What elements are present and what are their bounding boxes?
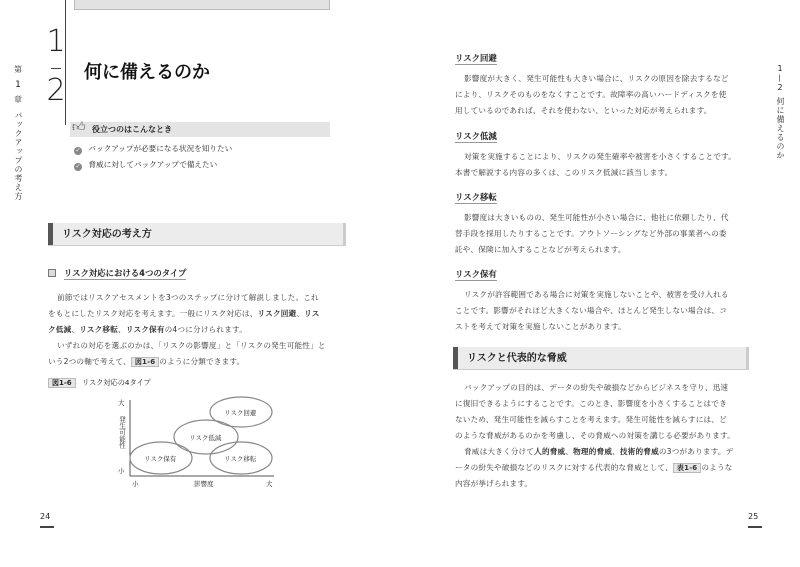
text-span: をもとにしたリスク対応を考えます。一般にリスク対応は、 <box>48 309 258 318</box>
heading-text: リスク回避 <box>455 53 497 63</box>
text-line <box>48 306 348 322</box>
page-number-underline <box>748 526 762 528</box>
text-span: 、 <box>118 325 126 334</box>
check-circle-icon: ✓ <box>75 163 81 170</box>
subsection-heading-text: リスク対応における4つのタイプ <box>63 268 187 278</box>
paragraph-risk-retention <box>455 287 755 335</box>
paragraph-risk-transfer <box>455 210 755 258</box>
text-line: ないため、発生可能性を減らすことを考えます。発生可能性を減らすには、ど <box>455 415 727 424</box>
text-line <box>455 444 759 460</box>
paragraph-risk-reduction <box>455 149 755 181</box>
side-tab-left <box>10 64 26 201</box>
section-heading-text: リスクと代表的な脅威 <box>467 353 567 364</box>
text-line <box>48 290 348 306</box>
text-line: 本書で解説する内容の多くは、このリスク低減に該当します。 <box>455 168 673 177</box>
term-risk-reduction-end: ク低減 <box>48 325 72 334</box>
chapter-number-top: 1 <box>46 24 66 59</box>
text-span: 、 <box>296 309 305 318</box>
text-line: により、リスクそのものをなくすことです。故障率の高いハードディスクを使 <box>455 90 727 99</box>
thumbs-up-icon: 👍︎ <box>72 120 86 135</box>
side-tab-number-top: 1 <box>777 64 783 73</box>
text-line: バックアップの目的は、データの紛失や破損などからビジネスを守り、迅速 <box>464 383 729 392</box>
text-span: の3つがあります。デ <box>658 447 734 456</box>
side-tab-chapter-prefix: 第 <box>14 65 22 74</box>
header-bar <box>74 0 330 10</box>
x-axis-title: 影響度 <box>194 480 214 488</box>
text-span: のような <box>701 463 733 472</box>
page-number-underline <box>40 526 54 528</box>
intro-paragraph <box>48 290 348 338</box>
text-span: いう2つの軸で考えて、 <box>48 357 131 366</box>
term-risk-transfer: リスク移転 <box>79 325 119 334</box>
term-risk-reduction-start: リス <box>304 309 320 318</box>
paragraph-risk-avoidance <box>455 71 755 119</box>
text-line: 託や、保険に加入することなどが考えられます。 <box>455 245 626 254</box>
term-risk-avoidance: リスク回避 <box>257 309 297 318</box>
text-line: のような脅威があるのかを考慮し、その脅威への対策を講じる必要があります。 <box>455 431 735 440</box>
side-tab-number-bottom: 2 <box>777 83 783 92</box>
figure-caption <box>48 378 151 388</box>
tips-item <box>74 159 217 171</box>
text-line: 対策を実施することにより、リスクの発生確率や被害を小さくすることです。 <box>464 152 737 161</box>
y-axis-low-label: 小 <box>118 467 125 475</box>
square-bullet-icon <box>48 269 56 277</box>
page-number-left: 24 <box>40 512 51 521</box>
text-span: 脅威は大きく分けて <box>464 447 535 456</box>
check-circle-icon: ✓ <box>75 147 81 154</box>
ellipse-retain-label: リスク保有 <box>144 455 177 463</box>
text-line <box>455 460 759 476</box>
text-line: 用しているのであれば、それを使わない、といった対応が考えられます。 <box>455 106 712 115</box>
tips-heading: 役立つのはこんなとき <box>92 125 172 134</box>
text-line: 内容が挙げられます。 <box>455 479 533 488</box>
side-tab-chapter-suffix: 章 <box>14 95 22 104</box>
axis-paragraph <box>48 338 348 370</box>
text-span: 、 <box>612 447 620 456</box>
tips-header <box>70 122 330 137</box>
tips-item <box>74 143 232 155</box>
heading-risk-retention <box>455 268 497 280</box>
text-line <box>48 338 348 354</box>
side-tab-chapter-number: 1 <box>15 80 21 90</box>
paragraph-threats <box>455 380 759 492</box>
page-number-right: 25 <box>748 512 759 521</box>
text-span: いずれの対応を選ぶのかは、「リスクの影響度」と「リスクの発生可能性」と <box>57 341 326 350</box>
text-span: 前節ではリスクアセスメントを3つのステップに分けて解説しました。これ <box>57 293 319 302</box>
heading-risk-reduction <box>455 130 497 142</box>
text-span: 、 <box>565 447 574 456</box>
figure-reference: 図1-6 <box>131 357 159 367</box>
text-span: ータの紛失や破損などのリスクに対する代表的な脅威として、 <box>455 463 673 472</box>
text-line <box>48 322 348 338</box>
side-tab-dash: — <box>775 74 785 82</box>
heading-risk-transfer <box>455 191 497 203</box>
y-axis-title: 発生可能性 <box>118 416 126 449</box>
text-span: のように分類できます。 <box>159 357 245 366</box>
text-line: リスクが許容範囲である場合に対策を実施しないことや、被害を受け入れる <box>464 290 729 299</box>
risk-diagram <box>110 392 290 492</box>
section-heading <box>453 347 749 370</box>
side-tab-title: バックアップの考え方 <box>14 111 23 201</box>
text-line: ストを考えて対策を実施しないことがあります。 <box>455 322 626 331</box>
term-human-threat: 人的脅威 <box>534 447 566 456</box>
heading-text: リスク移転 <box>455 192 497 202</box>
risk-diagram-graphics <box>110 392 290 492</box>
chapter-number-divider <box>51 68 61 69</box>
figure-caption-text: リスク対応の4タイプ <box>81 378 151 387</box>
heading-text: リスク保有 <box>455 269 497 279</box>
text-line: に復旧できるようにすることです。このとき、影響度を小さくすることはでき <box>455 399 727 408</box>
table-reference: 表1-6 <box>673 463 701 473</box>
ellipse-avoid-label: リスク回避 <box>224 409 257 417</box>
ellipse-reduce-label: リスク低減 <box>189 434 222 442</box>
ellipse-transfer-label: リスク移転 <box>224 455 257 463</box>
side-tab-title: 何に備えるのか <box>776 97 785 160</box>
heading-text: リスク低減 <box>455 131 497 141</box>
term-risk-retention: リスク保有 <box>125 325 165 334</box>
text-line: 替手段を採用したりすることです。アウトソーシングなど外部の事業者への委 <box>455 229 727 238</box>
tips-item-text: バックアップが必要になる状況を知りたい <box>88 144 233 153</box>
section-heading <box>48 223 346 246</box>
chapter-number-bottom: 2 <box>46 73 66 108</box>
subsection-heading <box>48 267 186 279</box>
y-axis-high-label: 大 <box>118 399 125 407</box>
text-line: 影響度が大きく、発生可能性も大きい場合に、リスクの原因を除去するなど <box>464 74 729 83</box>
section-heading-text: リスク対応の考え方 <box>62 229 152 240</box>
text-line <box>48 354 348 370</box>
side-tab-right <box>772 64 788 160</box>
text-line: 影響度は大きいものの、発生可能性が小さい場合に、他社に依頼したり、代 <box>464 213 729 222</box>
text-span: の4つに分けられます。 <box>164 325 248 334</box>
tips-item-text: 脅威に対してバックアップで備えたい <box>88 160 218 169</box>
text-span: 、 <box>71 325 80 334</box>
figure-label: 図1-6 <box>48 378 76 388</box>
text-line: ことです。影響がそれほど大きくない場合や、ほとんど発生しない場合は、コ <box>455 306 728 315</box>
x-axis-high-label: 大 <box>266 480 273 488</box>
term-technical-threat: 技術的脅威 <box>619 447 659 456</box>
chapter-title: 何に備えるのか <box>84 62 210 83</box>
heading-risk-avoidance <box>455 52 497 64</box>
x-axis-low-label: 小 <box>132 480 139 488</box>
term-physical-threat: 物理的脅威 <box>573 447 613 456</box>
